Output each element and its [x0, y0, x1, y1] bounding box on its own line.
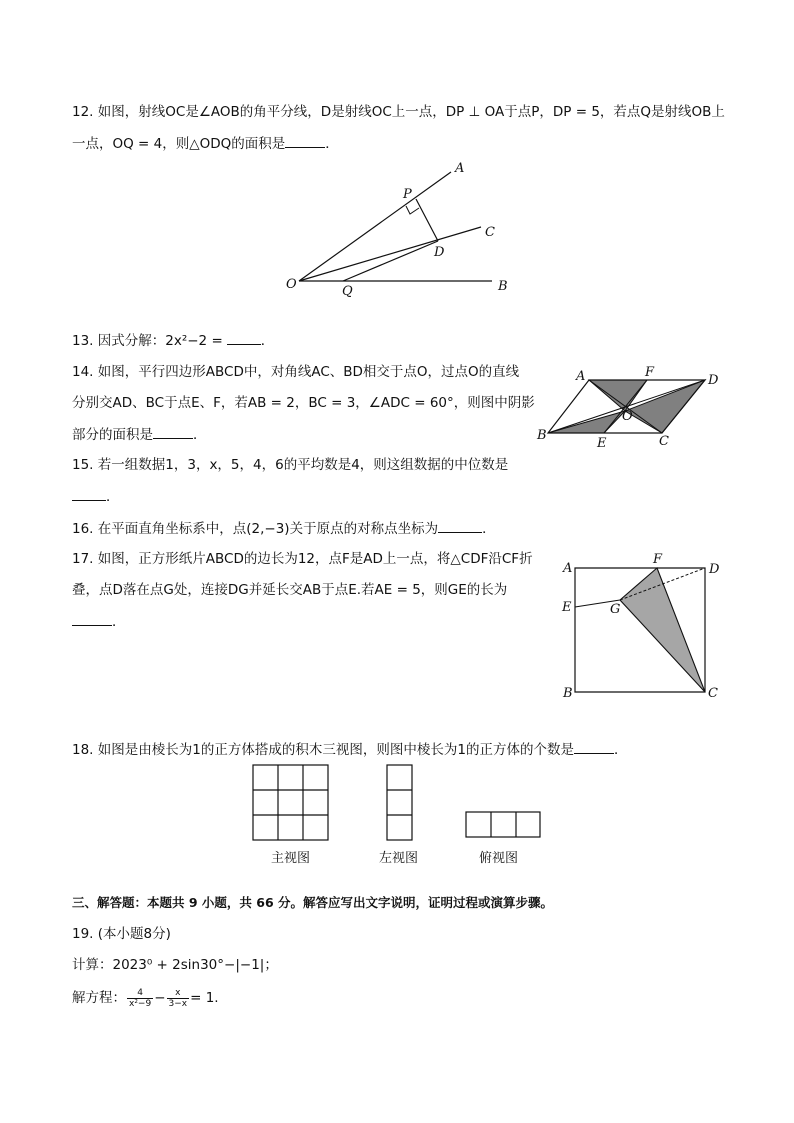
triangle-cfg: [620, 568, 705, 692]
q17-figure: [550, 550, 730, 710]
label-f: F: [645, 365, 655, 380]
q14-line1: 14. 如图，平行四边形ABCD中，对角线AC、BD相交于点O，过点O的直线: [72, 364, 520, 380]
q19-frac2-denominator: 3−x: [168, 998, 188, 1009]
q13-line: [72, 330, 274, 351]
label-b: B: [563, 686, 573, 701]
q19-title: 19. (本小题8分): [72, 926, 171, 942]
ray-oc: [299, 227, 481, 281]
label-d: D: [708, 373, 719, 388]
label-e: E: [562, 600, 572, 615]
caption-top-view: 俯视图: [479, 851, 519, 866]
front-view: [253, 765, 328, 840]
label-p: P: [403, 187, 412, 202]
label-d: D: [709, 562, 720, 577]
label-o: O: [622, 409, 633, 424]
q19-frac1-numerator: 4: [127, 988, 153, 999]
q12-figure: [0, 0, 794, 300]
label-a: A: [563, 561, 573, 576]
label-b: B: [498, 279, 508, 294]
q19-calc: 计算：2023⁰ + 2sin30°−|−1|；: [72, 957, 278, 973]
q14-line2: 分别交AD、BC于点E、F，若AB = 2，BC = 3，∠ADC = 60°，则图中阴影: [72, 395, 535, 411]
caption-front-view: 主视图: [271, 851, 311, 866]
q17-line2: 叠，点D落在点G处，连接DG并延长交AB于点E.若AE = 5，则GE的长为: [72, 582, 508, 598]
q13-text: 13. 因式分解：2x²−2 =: [72, 333, 223, 349]
label-c: C: [485, 225, 495, 240]
q12-end: ．: [325, 136, 339, 152]
label-b: B: [537, 428, 547, 443]
q19-solve-suffix: = 1.: [190, 990, 219, 1006]
right-angle-mark: [406, 206, 419, 214]
q18-line: [72, 739, 627, 760]
left-view: [387, 765, 412, 840]
q16-text: 16. 在平面直角坐标系中，点(2,−3)关于原点的对称点坐标为: [72, 521, 439, 537]
q19-frac2-numerator: x: [167, 988, 190, 999]
q19-solve-prefix: 解方程：: [72, 990, 126, 1006]
q18-answer-blank: [574, 739, 614, 754]
q15-answer-blank: [72, 486, 106, 501]
q14-line3: [72, 424, 207, 445]
q19-minus: −: [154, 990, 166, 1006]
q14-answer-blank: [153, 424, 193, 439]
label-a: A: [576, 369, 586, 384]
label-a: A: [455, 161, 465, 176]
section3-title: 三、解答题：本题共 9 小题，共 66 分。解答应写出文字说明，证明过程或演算步骤。: [72, 895, 554, 910]
q14-figure: [530, 360, 730, 455]
label-f: F: [653, 552, 663, 567]
q18-text: 18. 如图是由棱长为1的正方体搭成的积木三视图，则图中棱长为1的正方体的个数是: [72, 742, 574, 758]
q17-answer-blank: [72, 611, 112, 626]
q17-end: ．: [112, 614, 126, 630]
q14-line3-text: 部分的面积是: [72, 427, 153, 443]
label-c: C: [659, 434, 669, 449]
q19-frac1-denominator: x²−9: [129, 998, 152, 1009]
caption-left-view: 左视图: [379, 851, 419, 866]
q18-end: ．: [613, 742, 628, 758]
q12-line1: 12. 如图，射线OC是∠AOB的角平分线，D是射线OC上一点，DP ⊥ OA于点P，DP = 5，若点Q是射线OB上: [72, 104, 725, 120]
q13-end: ．: [260, 333, 275, 349]
ray-oa: [299, 172, 451, 281]
label-o: O: [286, 277, 297, 292]
q19-fraction-2: [167, 988, 190, 1009]
q16-line: [72, 518, 496, 539]
top-view: [466, 812, 540, 837]
q15-line2: [72, 486, 120, 507]
q12-line2-text: 一点，OQ = 4，则△ODQ的面积是: [72, 136, 286, 152]
q19-solve: [72, 986, 219, 1010]
q18-three-views: [0, 760, 794, 845]
segment-dp: [416, 199, 438, 241]
q14-end: ．: [193, 427, 207, 443]
q17-line3: [72, 611, 126, 632]
q16-answer-blank: [438, 518, 482, 533]
q13-answer-blank: [227, 330, 261, 345]
q15-end: ．: [106, 489, 120, 505]
label-g: G: [610, 602, 621, 617]
q17-line1: 17. 如图，正方形纸片ABCD的边长为12，点F是AD上一点，将△CDF沿CF折: [72, 551, 533, 567]
label-e: E: [597, 436, 607, 451]
q16-end: ．: [482, 521, 496, 537]
q15-line1: 15. 若一组数据1，3，x，5，4，6的平均数是4，则这组数据的中位数是: [72, 457, 509, 473]
label-c: C: [708, 686, 718, 701]
segment-dq: [343, 241, 438, 281]
label-d: D: [434, 245, 445, 260]
label-q: Q: [342, 284, 353, 299]
q19-fraction-1: [127, 988, 153, 1009]
